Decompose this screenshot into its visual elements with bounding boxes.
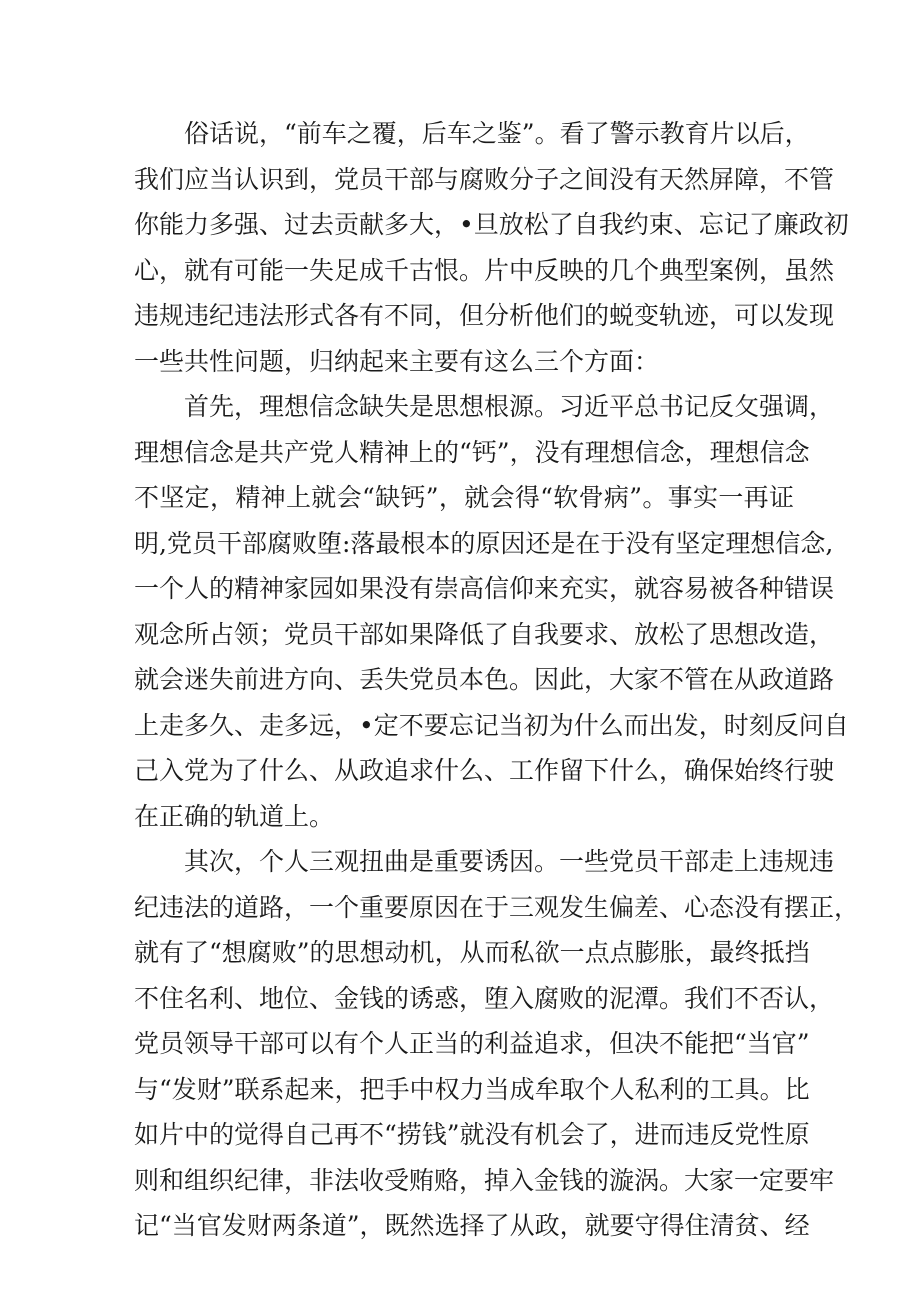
text-line: 明,党员干部腐败堕:落最根本的原因还是在于没有坚定理想信念, — [134, 528, 834, 558]
text-line: 党员领导干部可以有个人正当的利益追求，但决不能把“当官” — [134, 1029, 810, 1058]
paragraph-2 — [134, 384, 849, 839]
text-line: 上走多久、走多远，•定不要忘记当初为什么而出发，时刻反问自 — [134, 710, 849, 740]
text-line: 你能力多强、过去贡献多大，•旦放松了自我约束、忘记了廉政初 — [134, 210, 849, 239]
text-line: 首先，理想信念缺失是思想根源。习近平总书记反攵强调， — [184, 392, 835, 421]
text-line: 记“当官发财两条道”，既然选择了从政，就要守得住清贫、经 — [134, 1211, 810, 1240]
text-line: 纪违法的道路，一个重要原因在于三观发生偏差、心态没有摆正， — [134, 892, 860, 922]
text-line: 俗话说，“前车之覆，后车之鉴”。看了警示教育片以后， — [184, 119, 810, 148]
text-line: 观念所占领；党员干部如果降低了自我要求、放松了思想改造， — [134, 619, 835, 649]
text-line: 不坚定，精神上就会“缺钙”，就会得“软骨病”。事实一再证 — [134, 483, 794, 512]
text-line: 其次，个人三观扭曲是重要诱因。一些党员干部走上违规违 — [184, 847, 835, 876]
text-line: 我们应当认识到，党员干部与腐败分子之间没有天然屏障，不管 — [134, 164, 835, 194]
text-line: 一些共性问题，归纳起来主要有这么三个方面： — [134, 346, 660, 376]
text-line: 心，就有可能一失足成千古恨。片中反映的几个典型案例，虽然 — [134, 255, 835, 285]
text-line: 己入党为了什么、从政追求什么、工作留下什么，确保始终行驶 — [134, 756, 835, 785]
text-line: 就会迷失前进方向、丢失党员本色。因此，大家不管在从政道路 — [134, 665, 835, 694]
document-body — [134, 111, 860, 1249]
text-line: 理想信念是共产党人精神上的“钙”，没有理想信念，理想信念 — [134, 437, 810, 467]
paragraph-3 — [134, 839, 860, 1249]
text-line: 则和组织纪律，非法收受贿赂，掉入金钱的漩涡。大家一定要牢 — [134, 1165, 835, 1195]
text-line: 在正确的轨道上。 — [134, 801, 335, 831]
text-line: 与“发财”联系起来，把手中权力当成牟取个人私利的工具。比 — [134, 1074, 810, 1104]
text-line: 一个人的精神家园如果没有崇高信仰来充实，就容易被各种错误 — [134, 574, 835, 603]
text-line: 不住名利、地位、金钱的诱惑，堕入腐败的泥潭。我们不否认， — [134, 983, 835, 1013]
text-line: 就有了“想腐败”的思想动机，从而私欲一点点膨胀，最终抵挡 — [134, 938, 810, 967]
text-line: 如片中的觉得自己再不“捞钱”就没有机会了，进而违反党性原 — [134, 1120, 810, 1149]
paragraph-1 — [134, 111, 849, 384]
text-line: 违规违纪违法形式各有不同，但分析他们的蜕变轨迹，可以发现 — [134, 301, 835, 330]
